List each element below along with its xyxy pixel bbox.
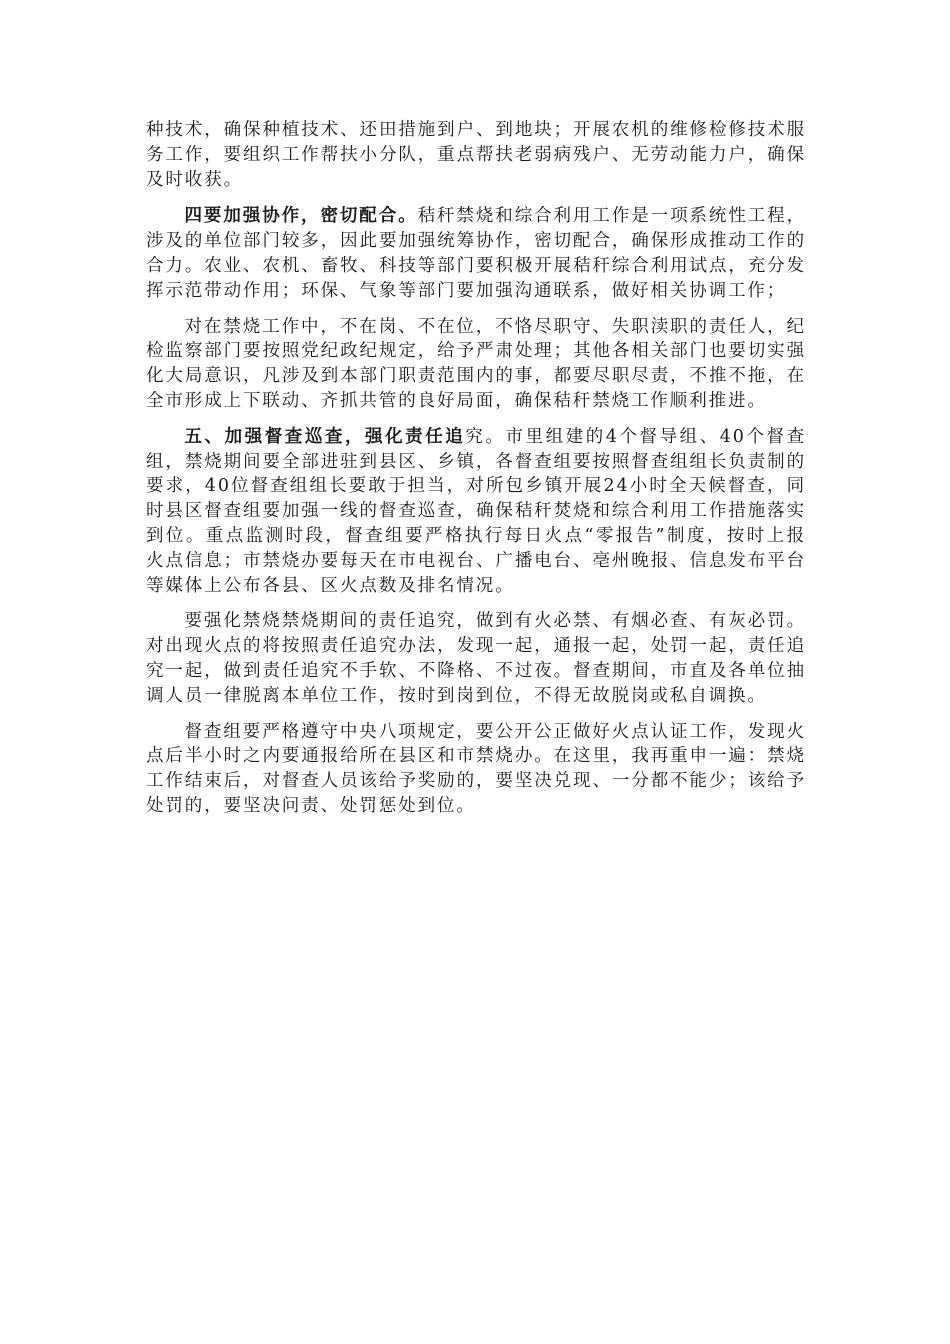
paragraph-responsibility bbox=[146, 609, 806, 708]
paragraph-inspection bbox=[146, 425, 806, 599]
paragraph-text: 要强化禁烧禁烧期间的责任追究，做到有火必禁、有烟必查、有灰必罚。对出现火点的将按照责任追究办法，发现一起，通报一起，处罚一起，责任追究一起，做到责任追究不手软、不降格、不过夜。督查期间，市直及各单位抽调人员一律脱离本单位工作，按时到岗到位，不得无故脱岗或私自调换。 bbox=[146, 611, 806, 706]
paragraph-text: 督查组要严格遵守中央八项规定，要公开公正做好火点认证工作，发现火点后半小时之内要通报给所在县区和市禁烧办。在这里，我再重申一遍：禁烧工作结束后，对督查人员该给予奖励的，要坚决兑现、一分都不能少；该给予处罚的，要坚决问责、处罚惩处到位。 bbox=[146, 721, 806, 816]
paragraph-text: 对在禁烧工作中，不在岗、不在位，不恪尽职守、失职渎职的责任人，纪检监察部门要按照党纪政纪规定，给予严肃处理；其他各相关部门也要切实强化大局意识，凡涉及到本部门职责范围内的事，都要尽职尽责，不推不拖，在全市形成上下联动、齐抓共管的良好局面，确保秸秆禁烧工作顺利推进。 bbox=[146, 316, 806, 411]
paragraph-text: 究。市里组建的4个督导组、40个督查组，禁烧期间要全部进驻到县区、乡镇，各督查组要按照督查组组长负责制的要求，40位督查组组长要敢于担当，对所包乡镇开展24小时全天候督查，同时县区督查组要加强一线的督查巡查，确保秸秆焚烧和综合利用工作措施落实到位。重点监测时段，督查组要严格执行每日火点“零报告”制度，按时上报火点信息；市禁烧办要每天在市电视台、广播电台、亳州晚报、信息发布平台等媒体上公布各县、区火点数及排名情况。 bbox=[146, 426, 806, 596]
paragraph-text: 秸秆禁烧和综合利用工作是一项系统性工程，涉及的单位部门较多，因此要加强统筹协作，密切配合，确保形成推动工作的合力。农业、农机、畜牧、科技等部门要积极开展秸秆综合利用试点，充分发挥示范带动作用；环保、气象等部门要加强沟通联系，做好相关协调工作； bbox=[146, 206, 806, 301]
document-body bbox=[146, 118, 806, 830]
paragraph-heading: 四要加强协作，密切配合。 bbox=[184, 206, 418, 227]
paragraph-heading: 五、加强督查巡查，强化责任追 bbox=[184, 426, 466, 447]
paragraph-discipline bbox=[146, 720, 806, 819]
paragraph-coordination bbox=[146, 204, 806, 303]
paragraph-accountability bbox=[146, 315, 806, 414]
paragraph-continuation bbox=[146, 118, 806, 192]
paragraph-text: 种技术，确保种植技术、还田措施到户、到地块；开展农机的维修检修技术服务工作，要组织工作帮扶小分队，重点帮扶老弱病残户、无劳动能力户，确保及时收获。 bbox=[146, 120, 806, 190]
